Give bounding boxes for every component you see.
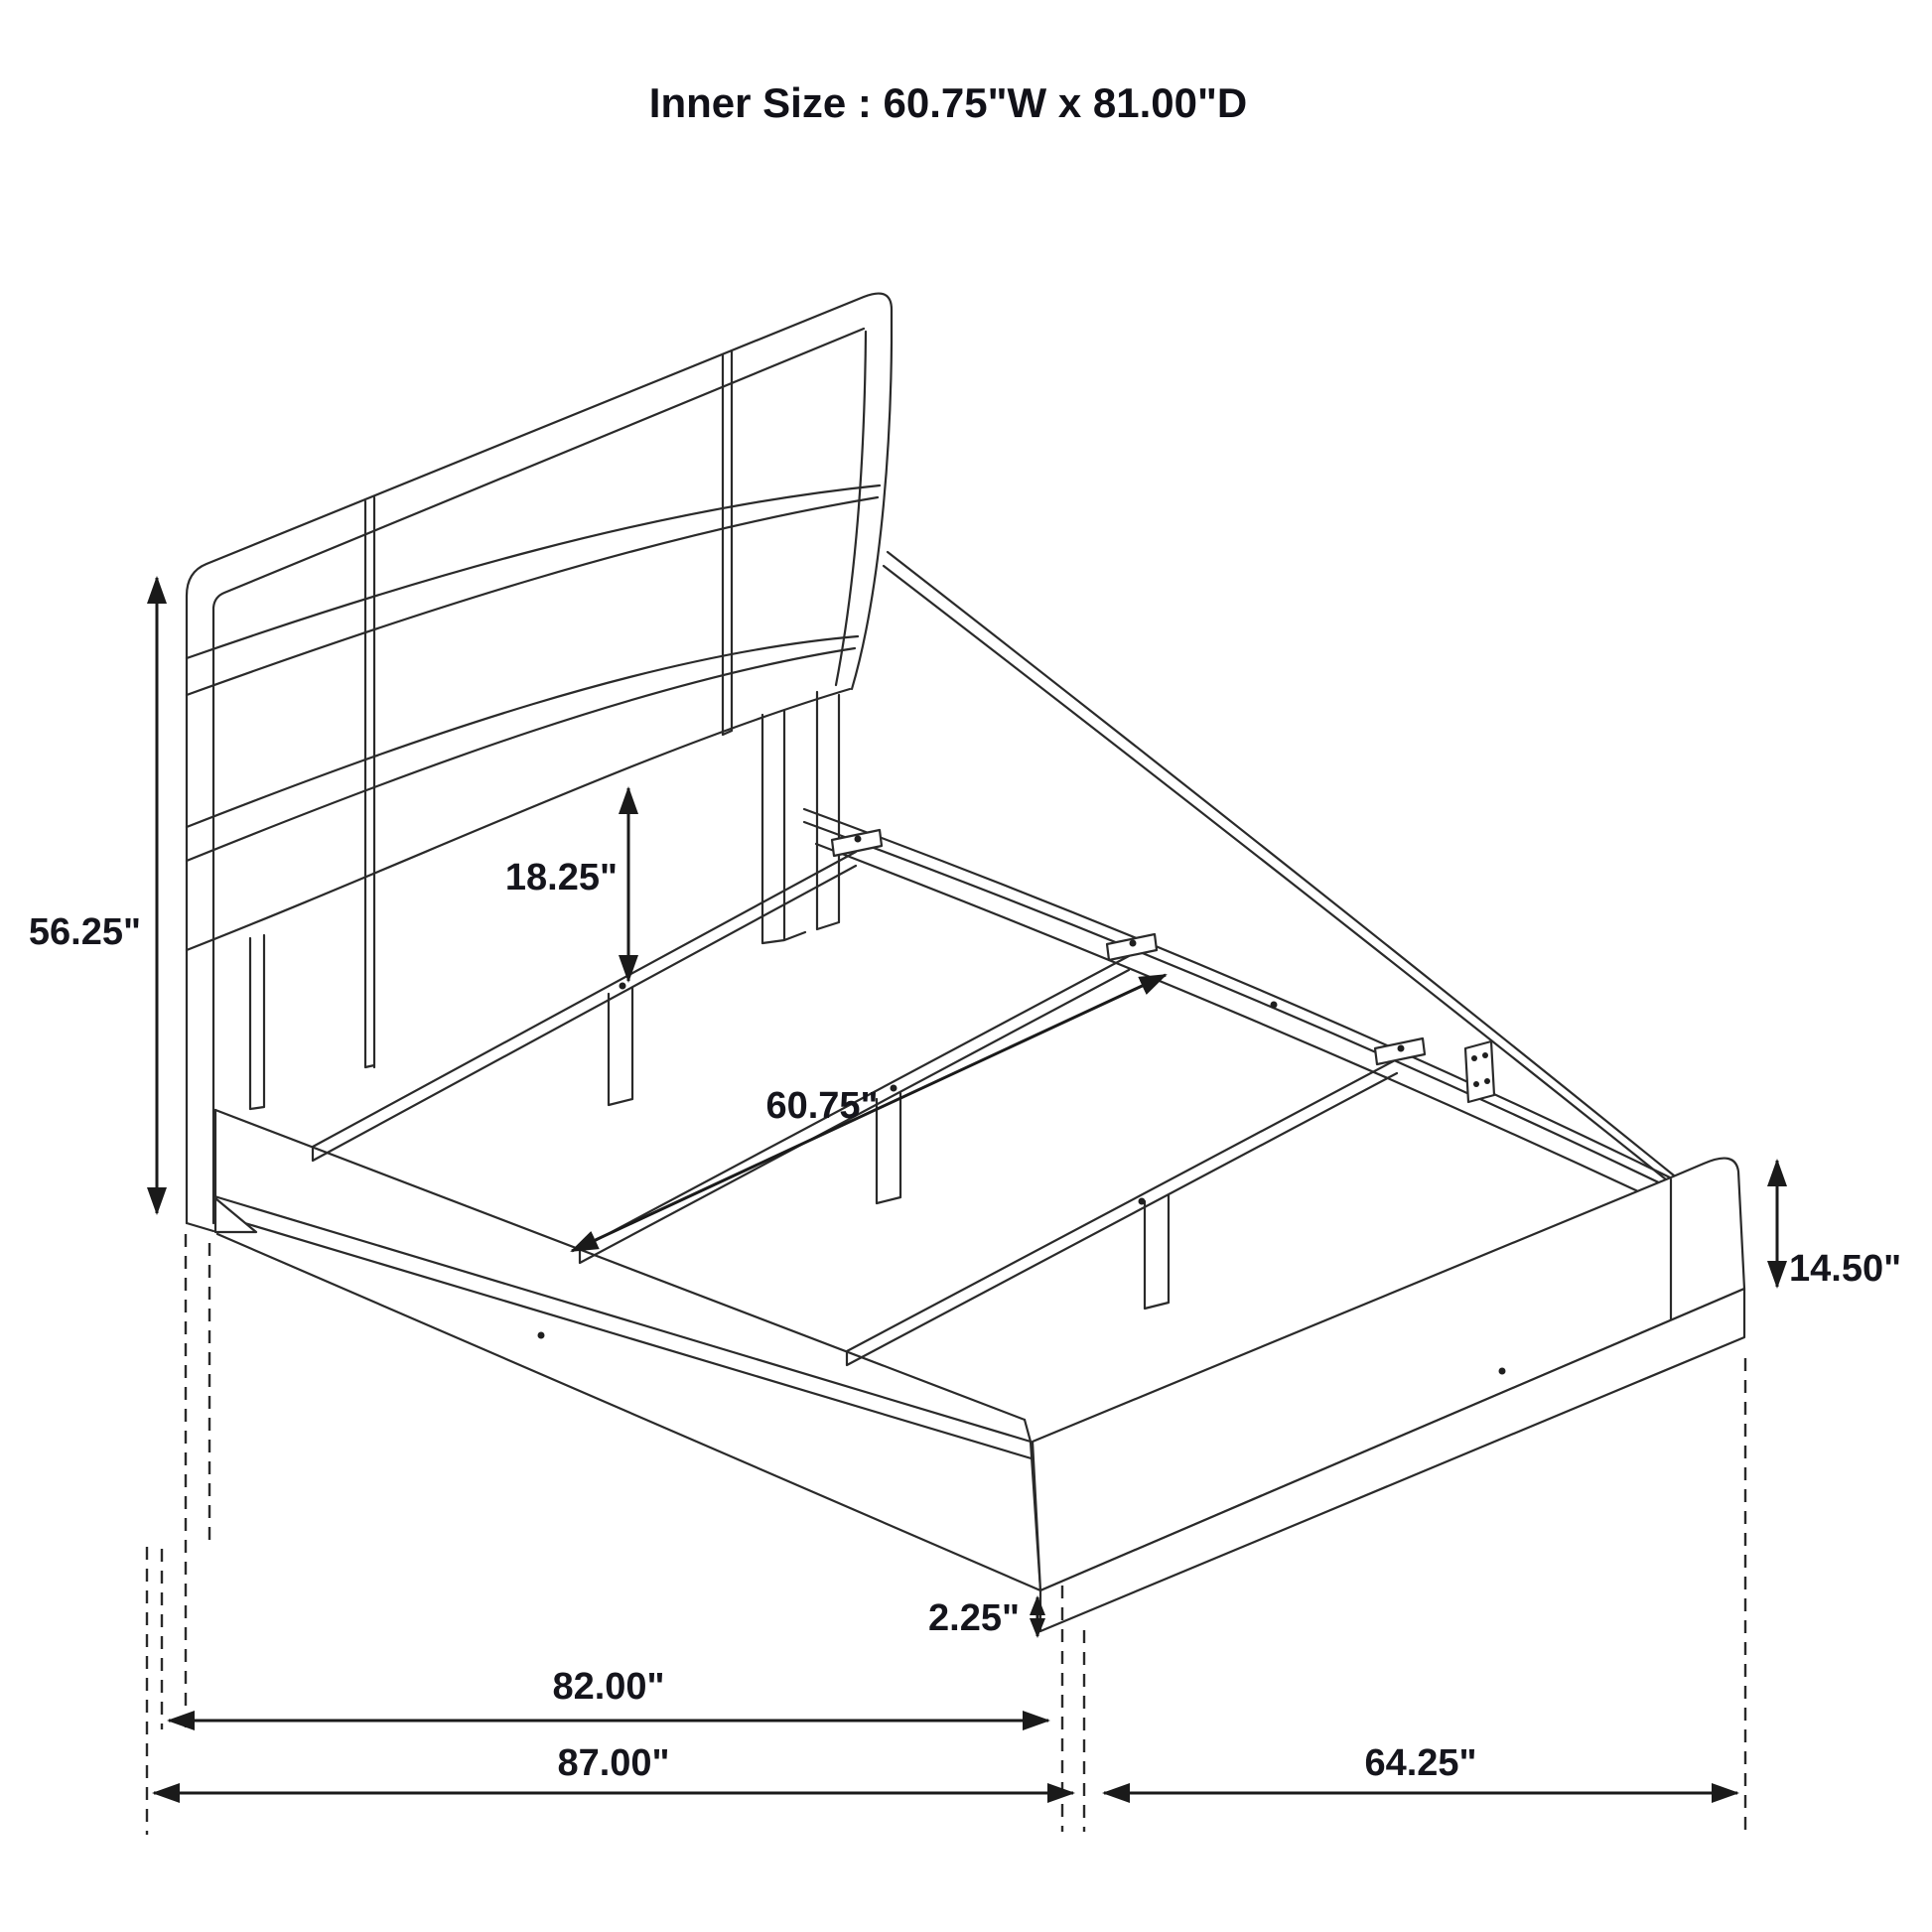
label-headboard-clearance: 18.25" [504, 857, 618, 898]
headboard-post-right-outer [817, 692, 839, 929]
far-rail-ledge-bottom [816, 844, 1638, 1191]
slat-3 [847, 1059, 1397, 1365]
headboard-cushion-bottom-edge [187, 689, 850, 950]
headboard-outline [187, 294, 892, 1223]
far-rail-ledge-top2 [804, 822, 1671, 1188]
screw-dot [855, 836, 862, 843]
screw-dot [620, 983, 626, 990]
label-frame-length: 82.00" [552, 1666, 665, 1708]
label-base-rail-height: 2.25" [928, 1597, 1020, 1639]
near-side-rail [214, 1110, 1040, 1590]
plate-screw-dot [1484, 1078, 1490, 1084]
screw-dot [1130, 940, 1137, 947]
screw-dot [1139, 1198, 1146, 1205]
plate-screw-dot [1482, 1052, 1488, 1058]
headboard-seam1-lower [187, 497, 878, 695]
label-overall-length: 87.00" [557, 1742, 670, 1784]
label-headboard-height: 56.25" [28, 911, 141, 953]
near-rail-bottom-edge [217, 1234, 1040, 1590]
bed-line-art [187, 294, 1744, 1631]
headboard-post-left [250, 935, 264, 1109]
slat-leg-2 [877, 1093, 900, 1203]
plate-screw-dot [1473, 1081, 1479, 1087]
footboard [1033, 1159, 1744, 1631]
far-rail-upper-edge1 [888, 552, 1674, 1175]
label-inner-width: 60.75" [765, 1085, 879, 1127]
headboard-strip-right [723, 351, 732, 735]
page-title: Inner Size : 60.75"W x 81.00"D [648, 79, 1248, 126]
headboard-seam2-lower [187, 648, 855, 861]
headboard-post-right-inner [762, 711, 805, 943]
screw-dot [538, 1332, 545, 1339]
rail-mounting-plate [1465, 1041, 1494, 1102]
far-rail-upper-edge2 [884, 566, 1671, 1183]
label-overall-width: 64.25" [1364, 1742, 1477, 1784]
headboard-seam2-upper [187, 636, 858, 827]
screw-dot [891, 1085, 897, 1092]
far-side-rails [804, 552, 1674, 1191]
screw-dot [1499, 1368, 1506, 1375]
headboard-inner-right-edge [836, 332, 866, 685]
headboard-strip-left [365, 497, 374, 1067]
headboard-seam1-upper [187, 485, 880, 658]
near-rail-top-rear-edge [215, 1110, 1025, 1420]
plate-screw-dot [1471, 1055, 1477, 1061]
slat-leg-3 [1145, 1195, 1169, 1309]
screw-dots [538, 836, 1506, 1375]
label-footboard-height: 14.50" [1789, 1248, 1902, 1290]
slat-leg-1 [609, 988, 632, 1105]
screw-dot [1398, 1045, 1405, 1052]
headboard-leg-bottom [187, 1223, 213, 1231]
near-rail-face-strip [218, 1215, 1035, 1459]
screw-dot [1271, 1002, 1278, 1009]
